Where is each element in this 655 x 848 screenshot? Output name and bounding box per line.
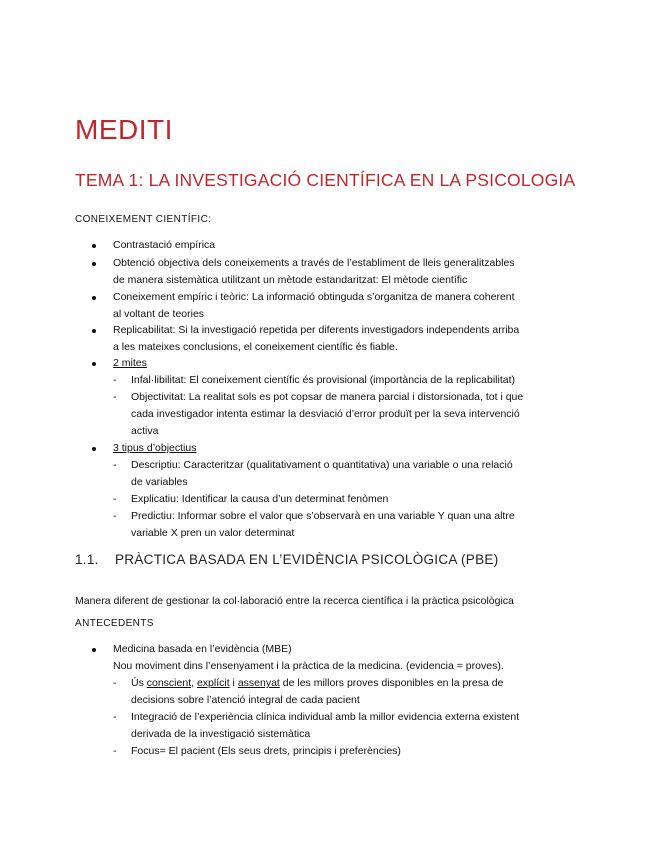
underlined-word: assenyat: [237, 677, 280, 689]
list-item-continuation: al voltant de teories: [113, 308, 205, 320]
sub-list-item: [131, 675, 503, 692]
tema-heading: TEMA 1: LA INVESTIGACIÓ CIENTÍFICA EN LA PSICOLOGIA: [75, 170, 576, 190]
sub-list-item-continuation: de variables: [131, 476, 188, 488]
dash-icon: -: [113, 711, 117, 723]
sub-list-item: Integració de l’experiència clínica individual amb la millor evidencia externa existent: [131, 711, 520, 723]
dash-icon: -: [113, 374, 117, 386]
bullet-icon: [92, 362, 96, 366]
bullet-icon: [92, 447, 96, 451]
coneixement-heading: CONEIXEMENT CIENTÍFIC:: [75, 214, 212, 225]
sub-list-item-continuation: cada investigador intenta estimar la desviació d’error produït per la seva intervenció: [131, 408, 520, 420]
sub-list-item: Descriptiu: Caracteritzar (qualitativament o quantitativa) una variable o una relació: [131, 459, 513, 471]
bullet-icon: [92, 296, 96, 300]
text-segment: de les millors proves disponibles en la presa de: [279, 677, 504, 689]
sub-list-item-continuation: activa: [131, 425, 159, 437]
sub-list-item: Explicatiu: Identificar la causa d’un determinat fenòmen: [131, 493, 389, 505]
dash-icon: -: [113, 677, 117, 689]
text-segment: i: [229, 677, 238, 689]
dash-icon: -: [113, 510, 117, 522]
list-item-continuation: de manera sistemàtica utilitzant un mètode estandaritzat: El mètode científic: [113, 274, 468, 286]
dash-icon: -: [113, 391, 117, 403]
dash-icon: -: [113, 459, 117, 471]
antecedents-heading: ANTECEDENTS: [75, 618, 154, 629]
sub-list-item: Predictiu: Informar sobre el valor que s’observarà en una variable Y quan una altre: [131, 510, 515, 522]
objectius-label: 3 tipus d’objectius: [113, 442, 197, 454]
mites-label: 2 mites: [113, 357, 147, 369]
bullet-icon: [92, 262, 96, 266]
underlined-word: conscient: [146, 677, 192, 689]
sub-list-item-continuation: variable X pren un valor determinat: [131, 527, 295, 539]
bullet-icon: [92, 648, 96, 652]
underlined-word: explícit: [196, 677, 230, 689]
dash-icon: -: [113, 745, 117, 757]
list-item: Medicina basada en l’evidència (MBE): [113, 643, 292, 655]
list-item: Obtenció objectiva dels coneixements a través de l’establiment de lleis generalitzables: [113, 257, 515, 269]
sub-list-item-continuation: derivada de la investigació sistemàtica: [131, 728, 311, 740]
list-item-continuation: a les mateixes conclusions, el coneixement científic és fiable.: [113, 341, 398, 353]
paragraph: Manera diferent de gestionar la col·laboració entre la recerca científica i la pràctica psicològica: [75, 595, 514, 607]
section-title: PRÀCTICA BASADA EN L’EVIDÈNCIA PSICOLÒGICA (PBE): [115, 552, 499, 567]
list-item: Contrastació empírica: [113, 239, 216, 251]
dash-icon: -: [113, 493, 117, 505]
list-item-continuation: Nou moviment dins l’ensenyament i la pràctica de la medicina. (evidencia = proves).: [113, 660, 504, 672]
sub-list-item-continuation: decisions sobre l’atenció integral de cada pacient: [131, 694, 360, 706]
bullet-icon: [92, 244, 96, 248]
section-number: 1.1.: [75, 552, 99, 567]
list-item: Replicabilitat: Si la investigació repetida per diferents investigadors independents arriba: [113, 324, 520, 336]
section-heading: [75, 552, 499, 567]
list-item: Coneixement empíric i teòric: La informació obtinguda s’organitza de manera coherent: [113, 291, 515, 303]
text-segment: Ús: [131, 677, 147, 689]
text-segment: ,: [191, 677, 197, 689]
sub-list-item: Infal·libilitat: El coneixement científic és provisional (importància de la replicabilitat): [131, 374, 516, 386]
sub-list-item: Focus= El pacient (Els seus drets, principis i preferències): [131, 745, 401, 757]
bullet-icon: [92, 329, 96, 333]
sub-list-item: Objectivitat: La realitat sols es pot copsar de manera parcial i distorsionada, tot i que: [131, 391, 524, 403]
document-title: MEDITI: [75, 114, 173, 145]
